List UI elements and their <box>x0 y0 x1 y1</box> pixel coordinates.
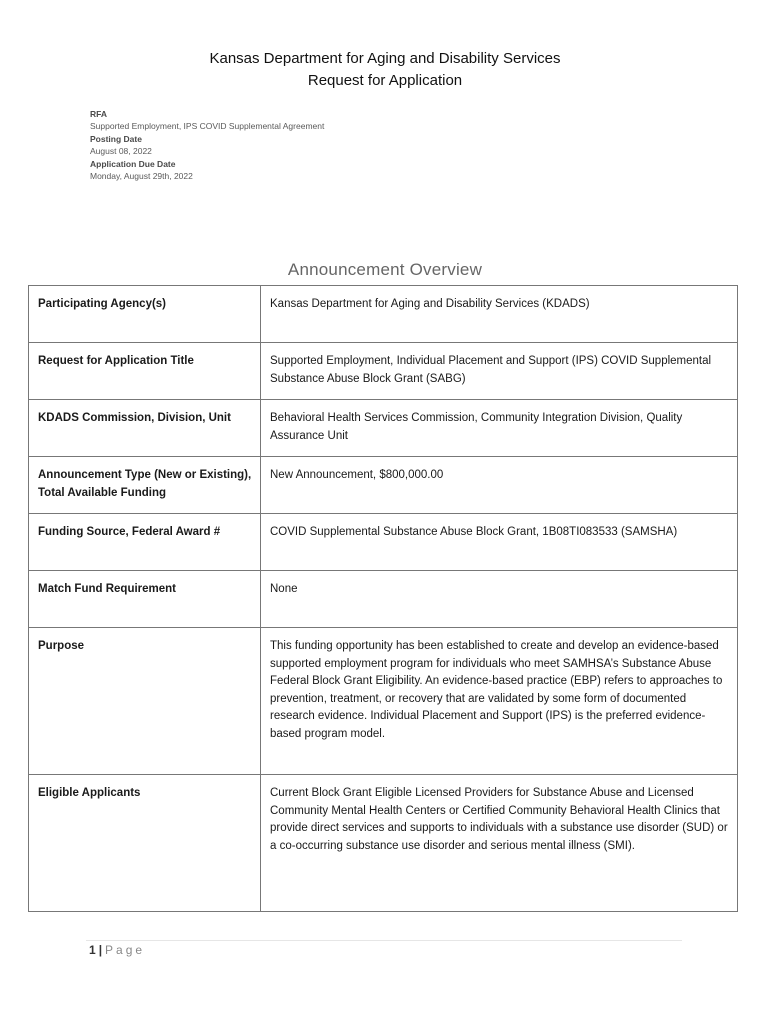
row-label: Eligible Applicants <box>29 775 261 912</box>
row-label: Purpose <box>29 628 261 775</box>
row-value: Current Block Grant Eligible Licensed Providers for Substance Abuse and Licensed Community Mental Health Centers or Certified Community Behavioral Health Clinics that provide direct services and supports to individuals with a substance use disorder (SUD) or a co-occurring substance use disorder and serious mental illness (SMI). <box>261 775 738 912</box>
table-row <box>29 400 738 457</box>
table-row <box>29 457 738 514</box>
table-row <box>29 514 738 571</box>
row-value: COVID Supplemental Substance Abuse Block Grant, 1B08TI083533 (SAMSHA) <box>261 514 738 571</box>
row-label: Participating Agency(s) <box>29 286 261 343</box>
document-title <box>0 48 770 92</box>
title-line-1: Kansas Department for Aging and Disability Services <box>209 50 561 67</box>
row-label: Request for Application Title <box>29 343 261 400</box>
posting-date-value: August 08, 2022 <box>90 146 152 157</box>
row-value: Supported Employment, Individual Placement and Support (IPS) COVID Supplemental Substance Abuse Block Grant (SABG) <box>261 343 738 400</box>
page-number: 1 <box>89 943 96 957</box>
page-word: Page <box>105 943 146 957</box>
table-row <box>29 628 738 775</box>
rfa-value: Supported Employment, IPS COVID Supplemental Agreement <box>90 121 325 132</box>
row-label: Match Fund Requirement <box>29 571 261 628</box>
overview-heading: Announcement Overview <box>287 260 483 279</box>
row-value: This funding opportunity has been established to create and develop an evidence-based supported employment program for individuals who meet SAMHSA’s Substance Abuse Federal Block Grant Eligibility. An evidence-based practice (EBP) refers to approaches to prevention, treatment, or recovery that are validated by some form of documented research evidence. Individual Placement and Support (IPS) is the preferred evidence-based program model. <box>261 628 738 775</box>
row-value: None <box>261 571 738 628</box>
footer-divider <box>86 940 682 941</box>
table-row <box>29 571 738 628</box>
posting-date-label: Posting Date <box>90 133 142 144</box>
table-row <box>29 286 738 343</box>
row-label: KDADS Commission, Division, Unit <box>29 400 261 457</box>
announcement-overview-table <box>28 285 738 912</box>
due-date-value: Monday, August 29th, 2022 <box>90 171 193 182</box>
title-line-2: Request for Application <box>307 72 463 89</box>
row-value: Kansas Department for Aging and Disability Services (KDADS) <box>261 286 738 343</box>
rfa-label: RFA <box>90 109 107 119</box>
table-row <box>29 775 738 912</box>
row-label: Funding Source, Federal Award # <box>29 514 261 571</box>
table-row <box>29 343 738 400</box>
row-label: Announcement Type (New or Existing), Total Available Funding <box>29 457 261 514</box>
row-value: Behavioral Health Services Commission, Community Integration Division, Quality Assurance Unit <box>261 400 738 457</box>
rfa-metadata <box>90 108 324 182</box>
row-value: New Announcement, $800,000.00 <box>261 457 738 514</box>
footer-separator: | <box>98 943 103 957</box>
due-date-label: Application Due Date <box>90 158 176 169</box>
page-footer <box>89 943 145 957</box>
